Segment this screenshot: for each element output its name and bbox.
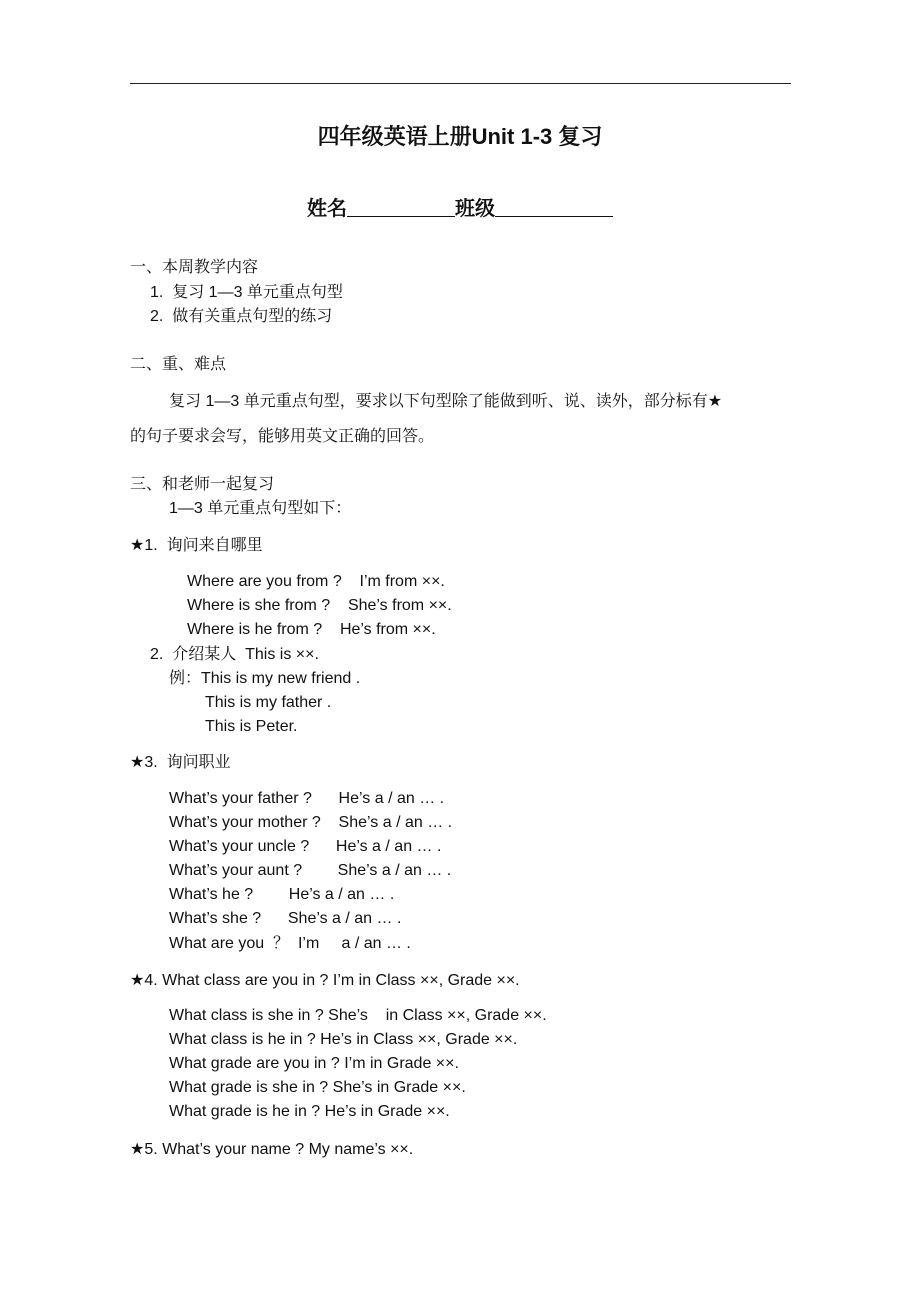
class-blank[interactable] bbox=[495, 196, 613, 217]
pattern-3-line: What’s he ? He’s a / an … . bbox=[169, 886, 395, 903]
section-1-item: 2. 做有关重点句型的练习 bbox=[150, 308, 333, 325]
pattern-2-example: 例：This is my new friend . bbox=[169, 670, 361, 687]
pattern-5-title: ★5. What’s your name ? My name’s ××. bbox=[130, 1141, 414, 1158]
pattern-1-line: Where are you from ? I’m from ××. bbox=[187, 573, 445, 590]
section-1-heading: 一、本周教学内容 bbox=[130, 259, 259, 276]
pattern-2-line: This is Peter. bbox=[205, 718, 298, 735]
pattern-2-title: 2. 介绍某人 This is ××. bbox=[150, 646, 319, 663]
section-3-intro: 1—3 单元重点句型如下： bbox=[169, 500, 352, 517]
pattern-4-line: What class is he in ? He’s in Class ××, Grade ××. bbox=[169, 1031, 518, 1048]
document-title: 四年级英语上册Unit 1-3 复习 bbox=[317, 124, 603, 149]
pattern-3-line: What are you ？ I’m a / an … . bbox=[169, 935, 411, 952]
section-2-heading: 二、重、难点 bbox=[130, 356, 227, 373]
pattern-3-line: What’s your aunt ? She’s a / an … . bbox=[169, 862, 452, 879]
section-3-heading: 三、和老师一起复习 bbox=[130, 476, 275, 493]
header-rule bbox=[130, 83, 791, 84]
section-2-paragraph-line: 的句子要求会写，能够用英文正确的回答。 bbox=[130, 428, 435, 445]
pattern-4-title: ★4. What class are you in ? I’m in Class ××, Grade ××. bbox=[130, 972, 520, 989]
pattern-4-line: What grade are you in ? I’m in Grade ××. bbox=[169, 1055, 459, 1072]
pattern-4-line: What grade is she in ? She’s in Grade ××. bbox=[169, 1079, 466, 1096]
pattern-3-line: What’s your uncle ? He’s a / an … . bbox=[169, 838, 442, 855]
pattern-3-line: What’s she ? She’s a / an … . bbox=[169, 910, 402, 927]
pattern-3-line: What’s your father ? He’s a / an … . bbox=[169, 790, 445, 807]
name-blank[interactable] bbox=[347, 196, 455, 217]
pattern-1-title: ★1. 询问来自哪里 bbox=[130, 537, 263, 554]
section-1-item: 1. 复习 1—3 单元重点句型 bbox=[150, 284, 343, 301]
pattern-2-line: This is my father . bbox=[205, 694, 332, 711]
name-label: 姓名 bbox=[307, 198, 347, 220]
class-label: 班级 bbox=[455, 198, 495, 220]
pattern-4-line: What grade is he in ? He’s in Grade ××. bbox=[169, 1103, 450, 1120]
pattern-4-line: What class is she in ? She’s in Class ××, Grade ××. bbox=[169, 1007, 547, 1024]
section-2-paragraph-line: 复习 1—3 单元重点句型，要求以下句型除了能做到听、说、读外，部分标有★ bbox=[169, 393, 723, 410]
pattern-3-line: What’s your mother ? She’s a / an … . bbox=[169, 814, 453, 831]
pattern-1-line: Where is she from ? She’s from ××. bbox=[187, 597, 452, 614]
pattern-1-line: Where is he from ? He’s from ××. bbox=[187, 621, 436, 638]
name-class-line bbox=[0, 196, 920, 222]
pattern-3-title: ★3. 询问职业 bbox=[130, 754, 231, 771]
